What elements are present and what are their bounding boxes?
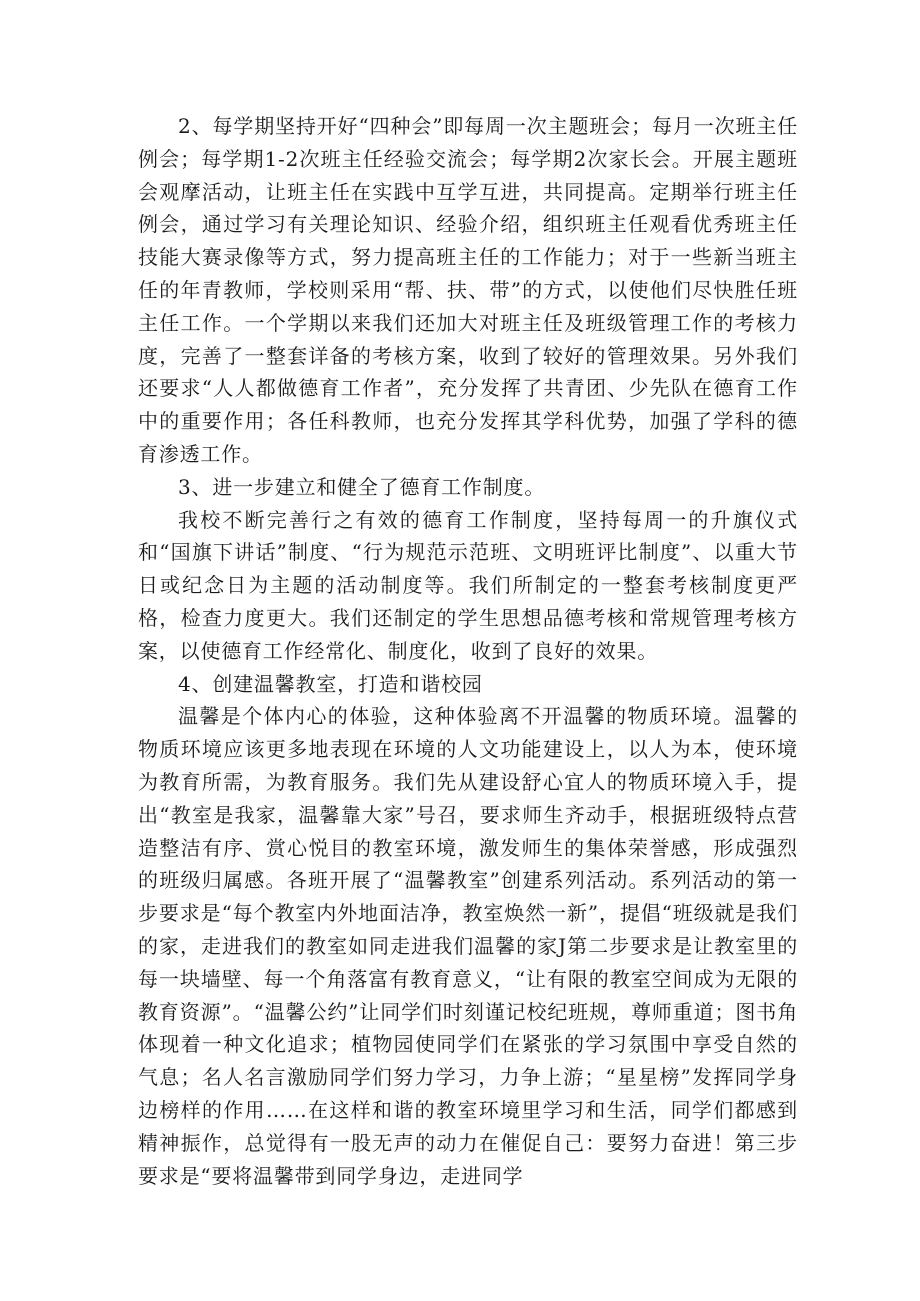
paragraph-warm-classroom: 温馨是个体内心的体验，这种体验离不开温馨的物质环境。温馨的物质环境应该更多地表现在环境的人文功能建设上，以人为本，使环境为教育所需，为教育服务。我们先从建设舒心宜人的物质环境入手，提出“教室是我家，温馨靠大家”号召，要求师生齐动手，根据班级特点营造整洁有序、赏心悦目的教室环境，激发师生的集体荣誉感，形成强烈的班级归属感。各班开展了“温馨教室”创建系列活动。系列活动的第一步要求是“每个教室内外地面洁净，教室焕然一新”，提倡“班级就是我们的家，走进我们的教室如同走进我们温馨的家J第二步要求是让教室里的每一块墙壁、每一个角落富有教育意义，“让有限的教室空间成为无限的教育资源”。“温馨公约”让同学们时刻谨记校纪班规，尊师重道；图书角体现着一种文化追求；植物园使同学们在紧张的学习氛围中享受自然的气息；名人名言激励同学们努力学习，力争上游；“星星榜”发挥同学身边榜样的作用……在这样和谐的教室环境里学习和生活，同学们都感到精神振作，总觉得有一股无声的动力在催促自己：要努力奋进！第三步要求是“要将温馨带到同学身边，走进同学 bbox=[138, 704, 798, 1188]
paragraph-class-meetings: 2、每学期坚持开好“四种会”即每周一次主题班会；每月一次班主任例会；每学期1-2次班主任经验交流会；每学期2次家长会。开展主题班会观摩活动，让班主任在实践中互学互进，共同提高。定期举行班主任例会，通过学习有关理论知识、经验介绍，组织班主任观看优秀班主任技能大赛录像等方式，努力提高班主任的工作能力；对于一些新当班主任的年青教师，学校则采用“帮、扶、带”的方式，以使他们尽快胜任班主任工作。一个学期以来我们还加大对班主任及班级管理工作的考核力度，完善了一整套详备的考核方案，收到了较好的管理效果。另外我们还要求“人人都做德育工作者”，充分发挥了共青团、少先队在德育工作中的重要作用；各任科教师，也充分发挥其学科优势，加强了学科的德育渗透工作。 bbox=[138, 114, 798, 466]
document-body bbox=[138, 110, 798, 1192]
section-heading-4: 4、创建温馨教室，打造和谐校园 bbox=[178, 671, 483, 696]
section-heading-3: 3、进一步建立和健全了德育工作制度。 bbox=[178, 474, 546, 499]
paragraph-moral-education-system: 我校不断完善行之有效的德育工作制度，坚持每周一的升旗仪式和“国旗下讲话”制度、“行为规范示范班、文明班评比制度”、以重大节日或纪念日为主题的活动制度等。我们所制定的一整套考核制度更严格，检查力度更大。我们还制定的学生思想品德考核和常规管理考核方案，以使德育工作经常化、制度化，收到了良好的效果。 bbox=[138, 507, 798, 663]
